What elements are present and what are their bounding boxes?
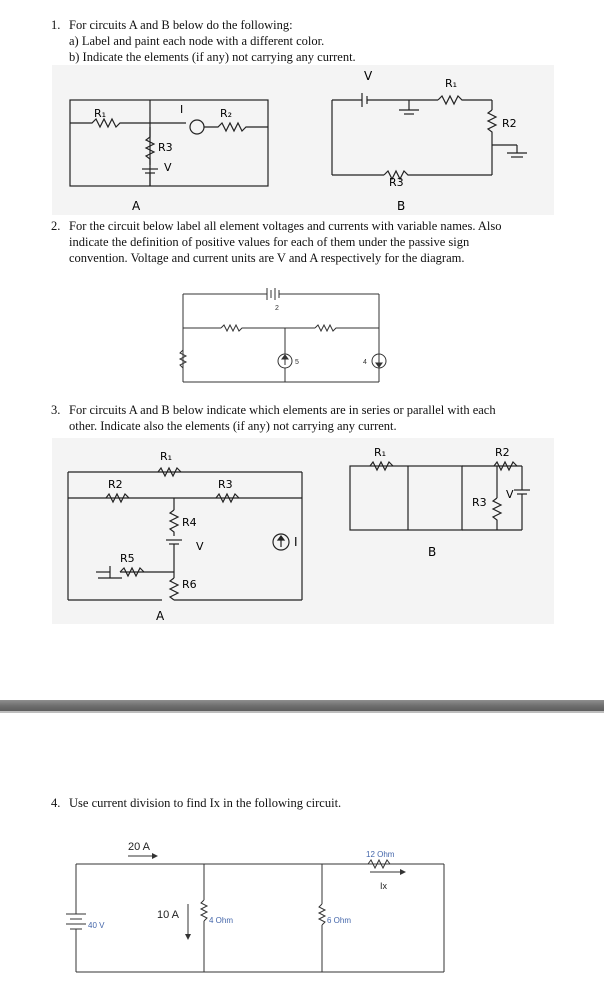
q1-a-r2-label: R₂ — [220, 107, 233, 120]
question-1-item-b: b) Indicate the elements (if any) not carrying any current. — [69, 50, 356, 64]
q4-r2-label: 6 Ohm — [327, 916, 352, 925]
q3-b-r1-label: R₁ — [374, 446, 387, 459]
q1-a-label: A — [132, 199, 141, 213]
q3-a-v-label: V — [196, 540, 204, 553]
question-2-line-3: convention. Voltage and current units are V and A respectively for the diagram. — [69, 251, 465, 265]
question-2-line-1: For the circuit below label all element voltages and currents with variable names. Also — [69, 219, 502, 233]
question-1-item-a: a) Label and paint each node with a different color. — [69, 34, 325, 48]
q1-b-r1-label: R₁ — [445, 77, 458, 90]
q1-b-v-label: V — [364, 69, 373, 83]
q2-source-4-value: 4 — [363, 359, 367, 366]
question-3-figure — [52, 438, 554, 624]
q3-a-r2-label: R2 — [108, 478, 123, 491]
question-3-line-2: other. Indicate also the elements (if any) not carrying any current. — [69, 419, 397, 433]
q4-current-source-label: 10 A — [157, 909, 180, 921]
q1-a-r1-label: R₁ — [94, 107, 107, 120]
q1-a-r3-label: R3 — [158, 141, 173, 154]
question-4-text: Use current division to find Ix in the following circuit. — [69, 796, 342, 810]
q3-b-r3-label: R3 — [472, 496, 487, 509]
q1-b-r3-label: R3 — [389, 176, 404, 189]
q3-b-label: B — [428, 545, 437, 559]
question-3-line-1: For circuits A and B below indicate which elements are in series or parallel with each — [69, 403, 496, 417]
question-1-intro: For circuits A and B below do the following: — [69, 18, 293, 32]
q1-b-label: B — [397, 199, 406, 213]
q4-top-current-label: 20 A — [128, 841, 151, 853]
question-4-number: 4. — [51, 796, 61, 810]
q3-a-r6-label: R6 — [182, 578, 197, 591]
q3-a-r5-label: R5 — [120, 552, 135, 565]
q4-r1-label: 4 Ohm — [209, 916, 234, 925]
question-2-line-2: indicate the definition of positive values for each of them under the passive sign — [69, 235, 470, 249]
q4-ix-label: Ix — [380, 881, 388, 891]
q1-a-i-label: I — [180, 103, 184, 116]
q4-voltage-source-label: 40 V — [88, 921, 105, 930]
q3-a-r4-label: R4 — [182, 516, 197, 529]
page-divider-highlight — [0, 711, 604, 713]
q1-a-v-label: V — [164, 161, 172, 174]
question-4-figure — [60, 832, 460, 982]
q3-b-v-label: V — [506, 488, 514, 501]
question-2-figure — [175, 278, 395, 390]
q4-r3-label: 12 Ohm — [366, 850, 395, 859]
q3-a-r1-label: R₁ — [160, 450, 173, 463]
question-3-number: 3. — [51, 403, 61, 417]
question-1-figure — [52, 65, 554, 215]
question-2-number: 2. — [51, 219, 61, 233]
q3-b-r2-label: R2 — [495, 446, 510, 459]
q1-b-r2-label: R2 — [502, 117, 517, 130]
q3-a-i-label: I — [294, 535, 298, 549]
q2-source-5-value: 5 — [295, 359, 299, 366]
q3-a-r3-label: R3 — [218, 478, 233, 491]
q2-battery-value: 2 — [275, 305, 279, 312]
q3-a-label: A — [156, 609, 165, 623]
question-1-number: 1. — [51, 18, 61, 32]
